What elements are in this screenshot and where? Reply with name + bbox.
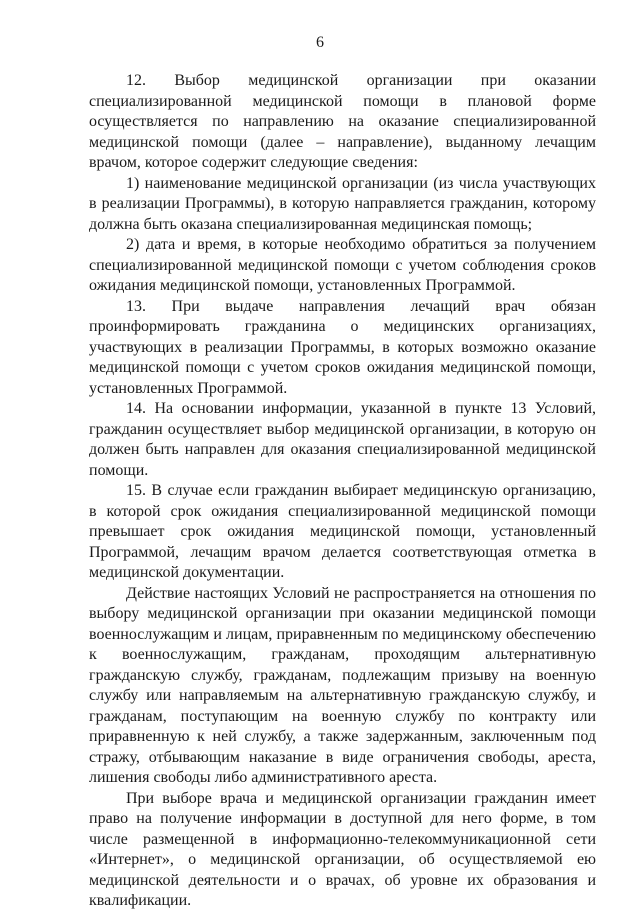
paragraph-item-14: 14. На основании информации, указанной в пункте 13 Условий, гражданин осуществляет выбор медицинской организации, в которую он должен быть направлен для оказания специализированной медицинской помощи. [89, 400, 596, 479]
page-number: 6 [316, 34, 324, 51]
paragraph-subitem-1: 1) наименование медицинской организации (из числа участвующих в реализации Программы), в которую направляется гражданин, которому должна быть оказана специализированная медицинская помощь; [89, 174, 596, 233]
paragraph-information-right: При выборе врача и медицинской организации гражданин имеет право на получение информации в доступной для него форме, в том числе размещенной в информационно-телекоммуникационной сети «Интернет», о медицинской организации, об осуществляемой ею медицинской деятельности и о врачах, об уровне их образования и квалификации. [89, 789, 596, 909]
paragraph-item-13: 13. При выдаче направления лечащий врач обязан проинформировать гражданина о медицинских организациях, участвующих в реализации Программы, в которых возможно оказание медицинской помощи с учетом сроков ожидания медицинской помощи, установленных Программой. [89, 297, 596, 397]
paragraph-exceptions: Действие настоящих Условий не распространяется на отношения по выбору медицинской организации при оказании медицинской помощи военнослужащим и лицам, приравненным по медицинскому обеспечению к военнослужащим, гражданам, проходящим альтернативную гражданскую службу, гражданам, подлежащим призыву на военную службу или направляемым на альтернативную гражданскую службу, и гражданам, поступающим на военную службу по контракту или приравненную к ней службу, а также задержанным, заключенным под стражу, отбывающим наказание в виде ограничения свободы, ареста, лишения свободы либо административного ареста. [89, 584, 596, 786]
paragraph-item-12: 12. Выбор медицинской организации при оказании специализированной медицинской помощи в плановой форме осуществляется по направлению на оказание специализированной медицинской помощи (далее – направление), выданному лечащим врачом, которое содержит следующие сведения: [89, 72, 596, 171]
document-body [89, 71, 596, 912]
paragraph-subitem-2: 2) дата и время, в которые необходимо обратиться за получением специализированной медицинской помощи с учетом соблюдения сроков ожидания медицинской помощи, установленных Программой. [89, 236, 596, 294]
paragraph-item-15: 15. В случае если гражданин выбирает медицинскую организацию, в которой срок ожидания специализированной медицинской помощи превышает срок ожидания медицинской помощи, установленный Программой, лечащим врачом делается соответствующая отметка в медицинской документации. [89, 482, 596, 581]
